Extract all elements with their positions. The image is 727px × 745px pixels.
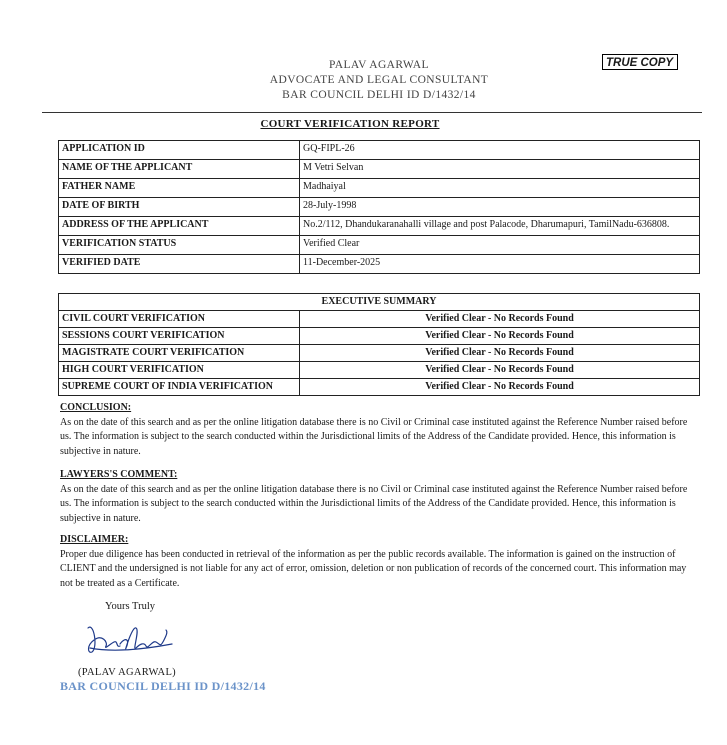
conclusion-section <box>60 401 700 459</box>
lawyers-comment-section <box>60 468 700 526</box>
lawyer-role: ADVOCATE AND LEGAL CONSULTANT <box>269 74 489 86</box>
executive-summary-title: EXECUTIVE SUMMARY <box>59 294 700 311</box>
summary-row <box>59 345 700 362</box>
detail-label: NAME OF THE APPLICANT <box>59 160 300 179</box>
summary-value: Verified Clear - No Records Found <box>300 328 700 345</box>
executive-summary-table <box>58 293 700 396</box>
summary-label: HIGH COURT VERIFICATION <box>59 362 300 379</box>
summary-label: SUPREME COURT OF INDIA VERIFICATION <box>59 379 300 396</box>
detail-label: VERIFICATION STATUS <box>59 236 300 255</box>
detail-value: 11-December-2025 <box>300 255 700 274</box>
conclusion-text: As on the date of this search and as per the online litigation database there is no Civil or Criminal case instituted against the Reference Number raised before us. The information is subject to the search conducted within the Jurisdictional limits of the Address of the Candidate provided. Hence, this information is subjective in nature. <box>60 416 688 457</box>
detail-row <box>59 179 700 198</box>
detail-label: VERIFIED DATE <box>59 255 300 274</box>
detail-label: APPLICATION ID <box>59 141 300 160</box>
summary-row <box>59 362 700 379</box>
signature-image <box>80 618 176 660</box>
detail-value: No.2/112, Dhandukaranahalli village and post Palacode, Dharumapuri, TamilNadu-636808. <box>300 217 700 236</box>
detail-row <box>59 255 700 274</box>
disclaimer-section <box>60 533 700 591</box>
detail-row <box>59 160 700 179</box>
lawyer-name: PALAV AGARWAL <box>329 59 429 71</box>
detail-label: ADDRESS OF THE APPLICANT <box>59 217 300 236</box>
summary-value: Verified Clear - No Records Found <box>300 345 700 362</box>
summary-header-row <box>59 294 700 311</box>
detail-row <box>59 217 700 236</box>
detail-value: Madhaiyal <box>300 179 700 198</box>
true-copy-stamp: TRUE COPY <box>602 54 678 70</box>
signatory-bar-id: BAR COUNCIL DELHI ID D/1432/14 <box>60 679 266 693</box>
detail-row <box>59 198 700 217</box>
summary-value: Verified Clear - No Records Found <box>300 311 700 328</box>
summary-row <box>59 379 700 396</box>
lawyers-comment-text: As on the date of this search and as per the online litigation database there is no Civil or Criminal case instituted against the Reference Number raised before us. The information is subject to the search conducted within the Jurisdictional limits of the Address of the Candidate provided. Hence, this information is subjective in nature. <box>60 483 688 524</box>
summary-label: CIVIL COURT VERIFICATION <box>59 311 300 328</box>
disclaimer-heading: DISCLAIMER: <box>60 534 129 545</box>
header-divider <box>42 112 702 113</box>
summary-label: SESSIONS COURT VERIFICATION <box>59 328 300 345</box>
lawyer-bar-id: BAR COUNCIL DELHI ID D/1432/14 <box>282 89 476 101</box>
detail-value: 28-July-1998 <box>300 198 700 217</box>
lawyers-comment-heading: LAWYERS'S COMMENT: <box>60 469 178 480</box>
signatory-name: (PALAV AGARWAL) <box>78 667 176 678</box>
detail-row <box>59 236 700 255</box>
detail-value: M Vetri Selvan <box>300 160 700 179</box>
disclaimer-text: Proper due diligence has been conducted in retrieval of the information as per the public records available. The information is gained on the instruction of CLIENT and the undersigned is not liable for any act of error, omission, deletion or non publication of records of the concerned court. This information may not be treated as a Certificate. <box>60 548 687 589</box>
detail-label: FATHER NAME <box>59 179 300 198</box>
detail-value: GQ-FIPL-26 <box>300 141 700 160</box>
summary-row <box>59 311 700 328</box>
detail-row <box>59 141 700 160</box>
summary-value: Verified Clear - No Records Found <box>300 362 700 379</box>
applicant-details-table <box>58 140 700 274</box>
closing-text: Yours Truly <box>105 601 156 612</box>
conclusion-heading: CONCLUSION: <box>60 402 132 413</box>
detail-label: DATE OF BIRTH <box>59 198 300 217</box>
report-title: COURT VERIFICATION REPORT <box>260 118 440 130</box>
summary-label: MAGISTRATE COURT VERIFICATION <box>59 345 300 362</box>
summary-value: Verified Clear - No Records Found <box>300 379 700 396</box>
detail-value: Verified Clear <box>300 236 700 255</box>
summary-row <box>59 328 700 345</box>
